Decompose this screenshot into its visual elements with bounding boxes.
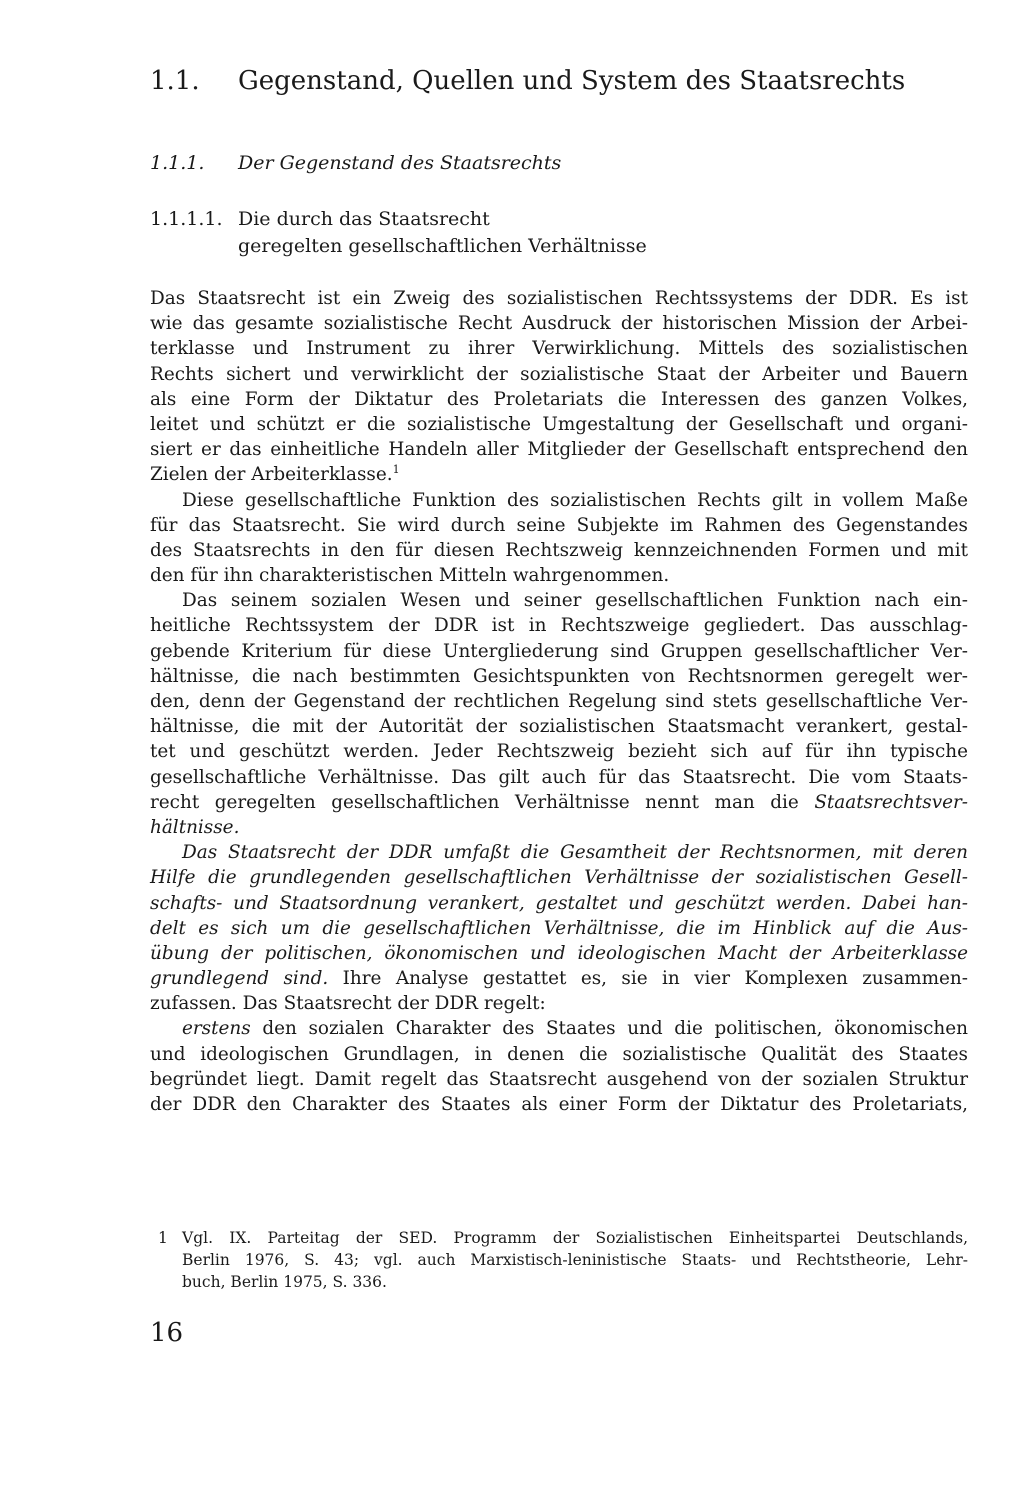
text-line: für das Staatsrecht. Sie wird durch seine Subjekte im Rahmen des Gegenstandes bbox=[150, 514, 968, 536]
subsection-number: 1.1.1. bbox=[150, 152, 205, 174]
body-text bbox=[150, 286, 968, 1117]
text-line: den, denn der Gegenstand der rechtlichen Regelung sind stets gesellschaftliche Ver- bbox=[150, 691, 968, 712]
text-line-italic: übung der politischen, ökonomischen und ideologischen Macht der Arbeiterklasse bbox=[150, 942, 968, 964]
text-line bbox=[150, 790, 968, 815]
section-title: Gegenstand, Quellen und System des Staatsrechts bbox=[238, 66, 906, 96]
text-line: leitet und schützt er die sozialistische Umgestaltung der Gesellschaft und organi- bbox=[150, 413, 968, 435]
text-line: hältnisse, die nach bestimmten Gesichtspunkten von Rechtsnormen geregelt wer- bbox=[150, 665, 968, 687]
text-line: und ideologischen Grundlagen, in denen die sozialistische Qualität des Staates bbox=[150, 1043, 968, 1065]
text-line-italic: schafts- und Staatsordnung verankert, gestaltet und geschützt werden. Dabei han- bbox=[150, 892, 968, 914]
text-line: begründet liegt. Damit regelt das Staatsrecht ausgehend von der sozialen Struktur bbox=[150, 1068, 968, 1090]
section-number: 1.1. bbox=[150, 66, 200, 96]
text-line: zufassen. Das Staatsrecht der DDR regelt: bbox=[150, 993, 546, 1015]
text-line: Das seinem sozialen Wesen und seiner gesellschaftlichen Funktion nach ein- bbox=[182, 590, 968, 612]
text-line: der DDR den Charakter des Staates als einer Form der Diktatur des Proletariats, bbox=[150, 1094, 968, 1115]
page-number: 16 bbox=[150, 1318, 184, 1348]
subsection-title: Der Gegenstand des Staatsrechts bbox=[238, 152, 562, 174]
text-line bbox=[150, 462, 968, 487]
text-line: siert er das einheitliche Handeln aller Mitglieder der Gesellschaft entsprechend den bbox=[150, 439, 968, 461]
text-line: Diese gesellschaftliche Funktion des sozialistischen Rechts gilt in vollem Maße bbox=[182, 489, 968, 511]
italic-span: grundlegend sind. bbox=[150, 968, 329, 990]
footnote bbox=[150, 1227, 968, 1293]
text-span: Ihre Analyse gestattet es, sie in vier Komplexen zusammen- bbox=[342, 968, 968, 990]
text-line bbox=[150, 966, 968, 991]
text-line: Rechts sichert und verwirklicht der sozialistische Staat der Arbeiter und Bauern bbox=[150, 363, 968, 385]
text-line-italic: Das Staatsrecht der DDR umfaßt die Gesamtheit der Rechtsnormen, mit deren bbox=[182, 842, 968, 864]
footnote-reference: 1 bbox=[392, 463, 400, 477]
subsubsection-number: 1.1.1.1. bbox=[150, 208, 223, 230]
text-line: heitliche Rechtssystem der DDR ist in Rechtszweige gegliedert. Das ausschlag- bbox=[150, 615, 968, 637]
footnote-number: 1 bbox=[158, 1229, 168, 1247]
subsubsection-title-line-2: geregelten gesellschaftlichen Verhältnisse bbox=[238, 235, 647, 257]
footnote-line: buch, Berlin 1975, S. 336. bbox=[182, 1273, 387, 1291]
italic-span: erstens bbox=[182, 1018, 251, 1040]
text-line bbox=[150, 1016, 968, 1041]
text-line: gebende Kriterium für diese Untergliederung sind Gruppen gesellschaftlicher Ver- bbox=[150, 640, 968, 662]
text-line: des Staatsrechts in den für diesen Rechtszweig kennzeichnenden Formen und mit bbox=[150, 539, 968, 561]
text-line: hältnisse, die mit der Autorität der sozialistischen Staatsmacht verankert, gestal- bbox=[150, 716, 968, 738]
footnote-line: Berlin 1976, S. 43; vgl. auch Marxistisch-leninistische Staats- und Rechtstheorie, Lehr- bbox=[182, 1251, 968, 1269]
subsubsection-title-line-1: Die durch das Staatsrecht bbox=[238, 208, 490, 230]
text-span: Zielen der Arbeiterklasse. bbox=[150, 464, 393, 486]
text-line: als eine Form der Diktatur des Proletariats die Interessen des ganzen Volkes, bbox=[150, 388, 968, 410]
text-line: tet und geschützt werden. Jeder Rechtszweig bezieht sich auf für ihn typische bbox=[150, 741, 968, 763]
text-span: den sozialen Charakter des Staates und die politischen, ökonomischen bbox=[262, 1018, 968, 1040]
section-heading-1-1 bbox=[150, 66, 905, 96]
text-span: recht geregelten gesellschaftlichen Verhältnisse nennt man die bbox=[150, 791, 799, 813]
text-line-italic: Hilfe die grundlegenden gesellschaftlichen Verhältnisse der sozialistischen Gesell- bbox=[150, 867, 968, 889]
text-line: gesellschaftliche Verhältnisse. Das gilt auch für das Staatsrecht. Die vom Staats- bbox=[150, 766, 968, 788]
text-line: Das Staatsrecht ist ein Zweig des sozialistischen Rechtssystems der DDR. Es ist bbox=[150, 288, 968, 309]
subsection-heading-1-1-1 bbox=[150, 152, 561, 174]
footnote-line: Vgl. IX. Parteitag der SED. Programm der Sozialistischen Einheitspartei Deutschlands, bbox=[182, 1229, 968, 1247]
text-line: terklasse und Instrument zu ihrer Verwirklichung. Mittels des sozialistischen bbox=[150, 338, 968, 360]
text-line-italic: delt es sich um die gesellschaftlichen Verhältnisse, die im Hinblick auf die Aus- bbox=[150, 917, 968, 939]
text-line: wie das gesamte sozialistische Recht Ausdruck der historischen Mission der Arbei- bbox=[150, 313, 968, 335]
italic-term: Staatsrechtsver- bbox=[814, 791, 968, 813]
text-line: hältnisse. bbox=[150, 816, 240, 838]
text-line: den für ihn charakteristischen Mitteln wahrgenommen. bbox=[150, 565, 670, 587]
